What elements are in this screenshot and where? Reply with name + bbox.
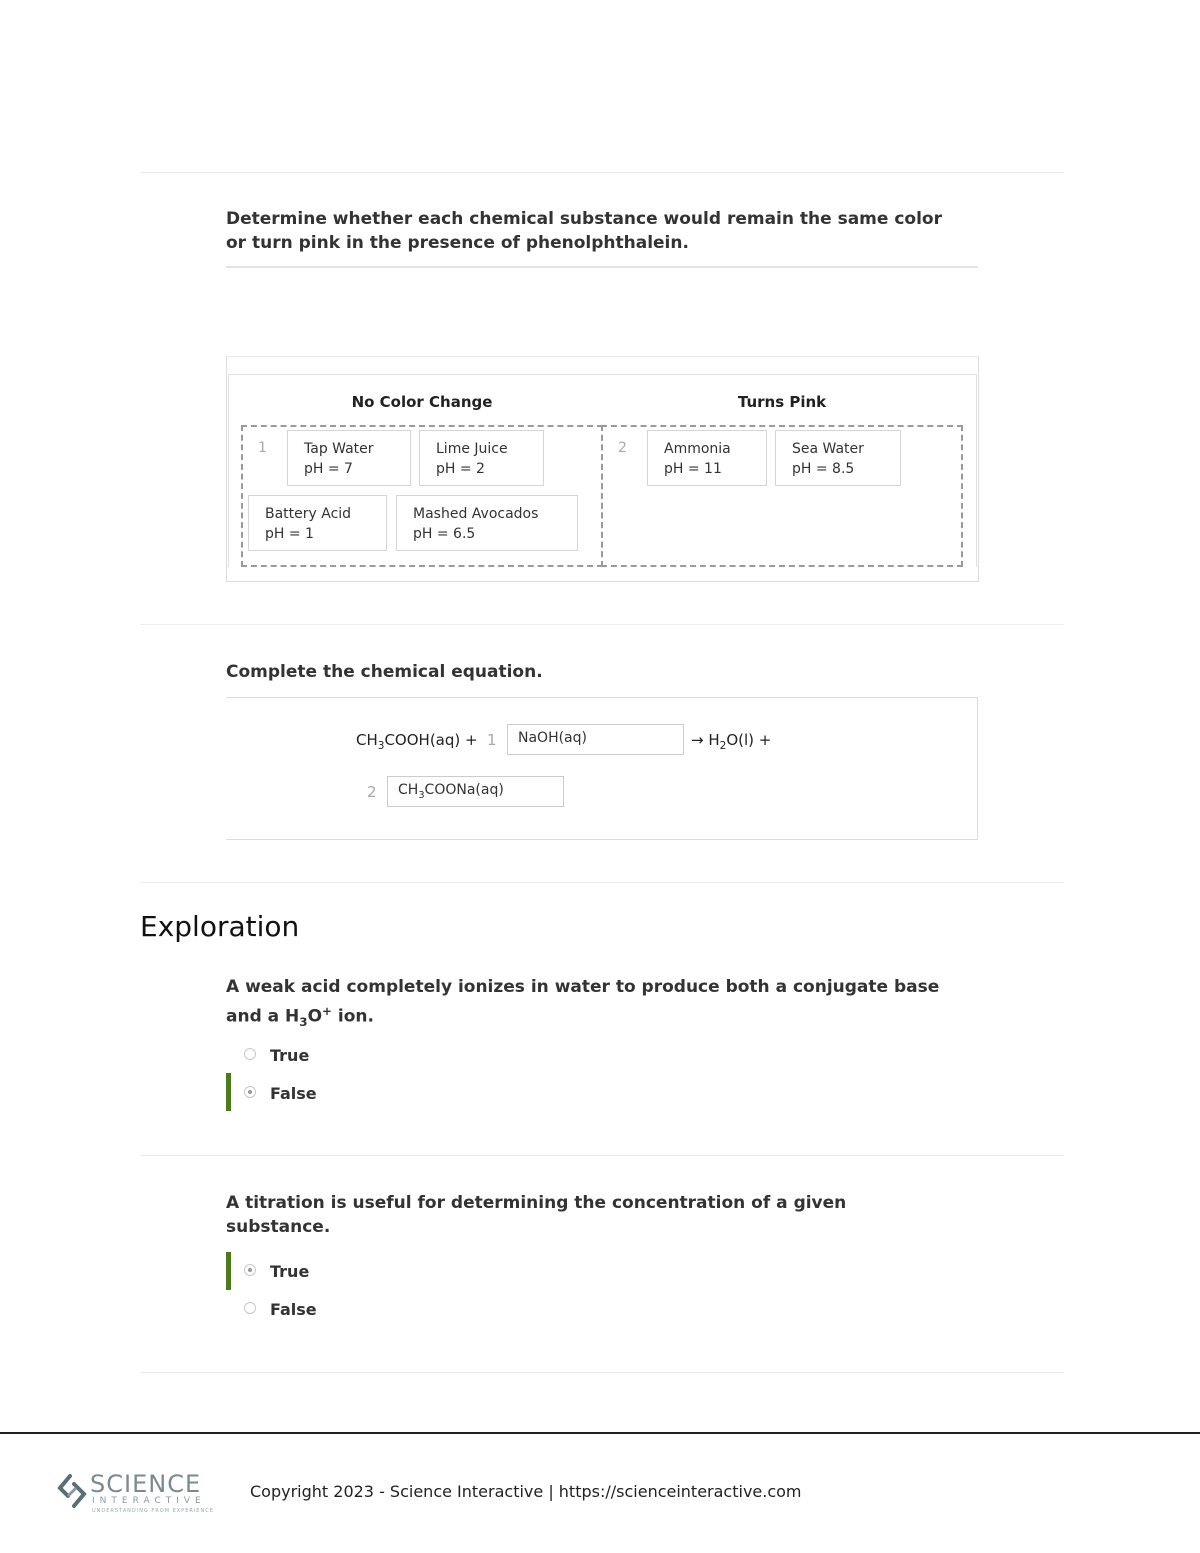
blank-number: 2: [367, 783, 377, 801]
logo-wordmark: SCIENCE: [90, 1470, 202, 1498]
divider: [140, 1372, 1064, 1373]
category-title-no-change: No Color Change: [351, 393, 493, 411]
logo-tagline: UNDERSTANDING FROM EXPERIENCE: [92, 1508, 214, 1514]
card-ph: pH = 1: [265, 526, 314, 542]
q2-prompt: Complete the chemical equation.: [226, 662, 543, 682]
card-name: Sea Water: [792, 441, 864, 457]
card-name: Battery Acid: [265, 506, 352, 522]
divider: [140, 624, 1064, 625]
copyright-text: Copyright 2023 - Science Interactive | https://scienceinteractive.com: [250, 1482, 802, 1501]
blank-number: 1: [487, 731, 497, 749]
option-label: False: [270, 1084, 317, 1103]
science-interactive-logo: [56, 1470, 214, 1516]
reactant-acetic-acid: $CH_3COOH(aq)$ +: [356, 731, 478, 752]
selected-indicator: [226, 1252, 231, 1290]
card-ph: pH = 8.5: [792, 461, 855, 477]
sort-card-sea-water[interactable]: [775, 430, 901, 486]
sort-card-lime-juice[interactable]: [419, 430, 544, 486]
q1-underline: [226, 266, 978, 268]
card-ph: pH = 6.5: [413, 526, 476, 542]
option-label: False: [270, 1300, 317, 1319]
divider: [140, 1155, 1064, 1156]
radio-button-selected[interactable]: [244, 1264, 256, 1276]
divider: [140, 172, 1064, 173]
card-name: Lime Juice: [436, 441, 508, 457]
q1-prompt: Determine whether each chemical substance would remain the same color or turn pink in the presence of phenolphthalein.: [226, 209, 942, 253]
radio-button-selected[interactable]: [244, 1086, 256, 1098]
sort-card-tap-water[interactable]: [287, 430, 411, 486]
card-name: Tap Water: [304, 441, 374, 457]
footer-divider: [0, 1432, 1200, 1434]
equation-blank-2[interactable]: $CH_3COONa(aq)$: [387, 776, 564, 807]
section-heading: Exploration: [140, 910, 300, 943]
sort-card-battery-acid[interactable]: [248, 495, 387, 551]
equation-box: [226, 697, 978, 840]
option-label: True: [270, 1262, 310, 1281]
option-label: True: [270, 1046, 310, 1065]
radio-button[interactable]: [244, 1048, 256, 1060]
divider: [140, 882, 1064, 883]
card-ph: pH = 7: [304, 461, 353, 477]
selected-indicator: [226, 1073, 231, 1111]
product-water: → $H_2O(l)$ +: [691, 731, 772, 752]
q3-prompt: A weak acid completely ionizes in water to produce both a conjugate base and a $H_3O^+$ ion.: [226, 977, 940, 1030]
logo-subtitle: INTERACTIVE: [92, 1496, 206, 1506]
logo-mark-icon: [56, 1472, 88, 1512]
q4-prompt: A titration is useful for determining the concentration of a given substance.: [226, 1193, 847, 1237]
card-ph: pH = 2: [436, 461, 485, 477]
card-name: Ammonia: [664, 441, 731, 457]
dropzone-number: 2: [618, 440, 627, 456]
equation-blank-1[interactable]: NaOH(aq): [507, 724, 684, 755]
radio-button[interactable]: [244, 1302, 256, 1314]
card-name: Mashed Avocados: [413, 506, 539, 522]
category-title-turns-pink: Turns Pink: [737, 393, 827, 411]
dropzone-number: 1: [258, 440, 267, 456]
sort-card-mashed-avocados[interactable]: [396, 495, 578, 551]
sort-card-ammonia[interactable]: [647, 430, 767, 486]
card-ph: pH = 11: [664, 461, 722, 477]
